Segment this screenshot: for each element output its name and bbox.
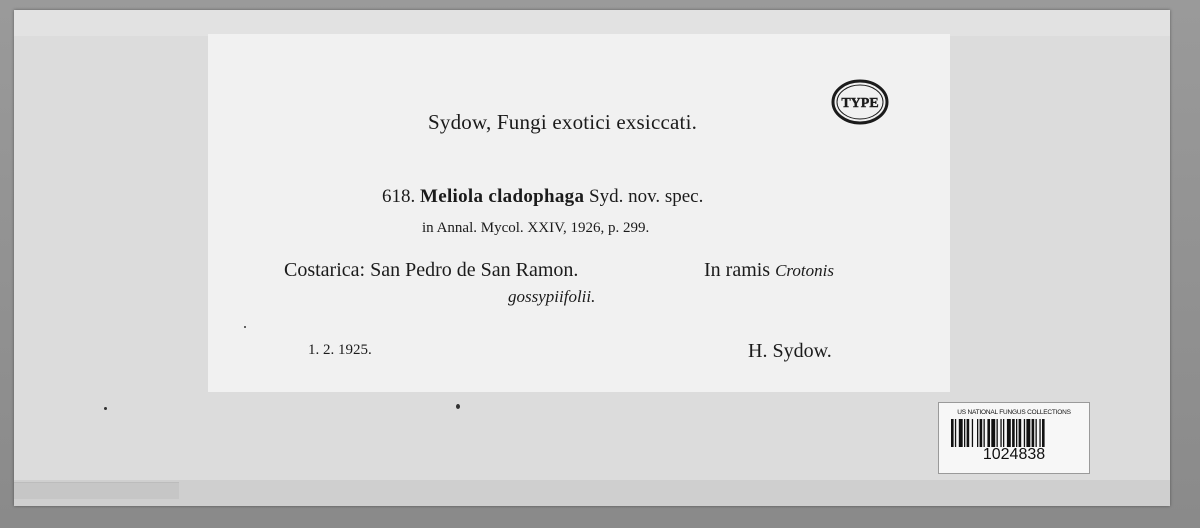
barcode-bar bbox=[1032, 419, 1035, 447]
barcode-bar bbox=[1019, 419, 1022, 447]
barcode-bar bbox=[967, 419, 970, 447]
packet-top-edge bbox=[14, 10, 1170, 36]
barcode-bar bbox=[1039, 419, 1040, 447]
type-stamp bbox=[830, 76, 890, 126]
barcode-bar bbox=[1000, 419, 1001, 447]
barcode-bar bbox=[1012, 419, 1015, 447]
barcode-bar bbox=[1003, 419, 1004, 447]
barcode-bar bbox=[987, 419, 990, 447]
barcode-bar bbox=[991, 419, 995, 447]
barcode-bars bbox=[951, 419, 1077, 447]
packet-bottom-fold bbox=[14, 480, 1170, 506]
dust-speck bbox=[244, 326, 246, 328]
barcode-bar bbox=[959, 419, 963, 447]
barcode-bar bbox=[1042, 419, 1045, 447]
barcode-bar bbox=[964, 419, 965, 447]
locality: Costarica: San Pedro de San Ramon. bbox=[284, 259, 579, 281]
dust-speck bbox=[104, 407, 107, 410]
barcode-bar bbox=[1024, 419, 1025, 447]
host-genus: Crotonis bbox=[775, 261, 834, 280]
barcode-bar bbox=[1026, 419, 1030, 447]
series-title: Sydow, Fungi exotici exsiccati. bbox=[428, 110, 698, 134]
host-epithet: gossypiifolii. bbox=[508, 287, 596, 306]
species-name: Meliola cladophaga bbox=[420, 186, 585, 207]
host-prefix: In ramis bbox=[704, 259, 771, 281]
species-number: 618. bbox=[382, 186, 416, 207]
species-line bbox=[382, 186, 703, 208]
barcode-bar bbox=[972, 419, 973, 447]
barcode-bar bbox=[1016, 419, 1017, 447]
barcode-bar bbox=[1007, 419, 1011, 447]
barcode-bar bbox=[984, 419, 985, 447]
svg-text:TYPE: TYPE bbox=[841, 96, 879, 111]
barcode-bar bbox=[997, 419, 998, 447]
collection-date: 1. 2. 1925. bbox=[308, 342, 372, 358]
species-author: Syd. nov. spec. bbox=[589, 186, 704, 207]
barcode-bar bbox=[951, 419, 954, 447]
packet-flap bbox=[14, 482, 179, 499]
citation: in Annal. Mycol. XXIV, 1926, p. 299. bbox=[422, 220, 650, 236]
dust-speck bbox=[456, 404, 460, 409]
barcode-bar bbox=[977, 419, 978, 447]
host-line bbox=[704, 259, 834, 282]
barcode-bar bbox=[1036, 419, 1037, 447]
barcode-institution: US NATIONAL FUNGUS COLLECTIONS bbox=[957, 409, 1071, 416]
barcode-number: 1024838 bbox=[982, 446, 1046, 463]
barcode-bar bbox=[955, 419, 956, 447]
barcode-bar bbox=[980, 419, 983, 447]
collector: H. Sydow. bbox=[748, 340, 832, 362]
barcode-label bbox=[938, 402, 1090, 474]
